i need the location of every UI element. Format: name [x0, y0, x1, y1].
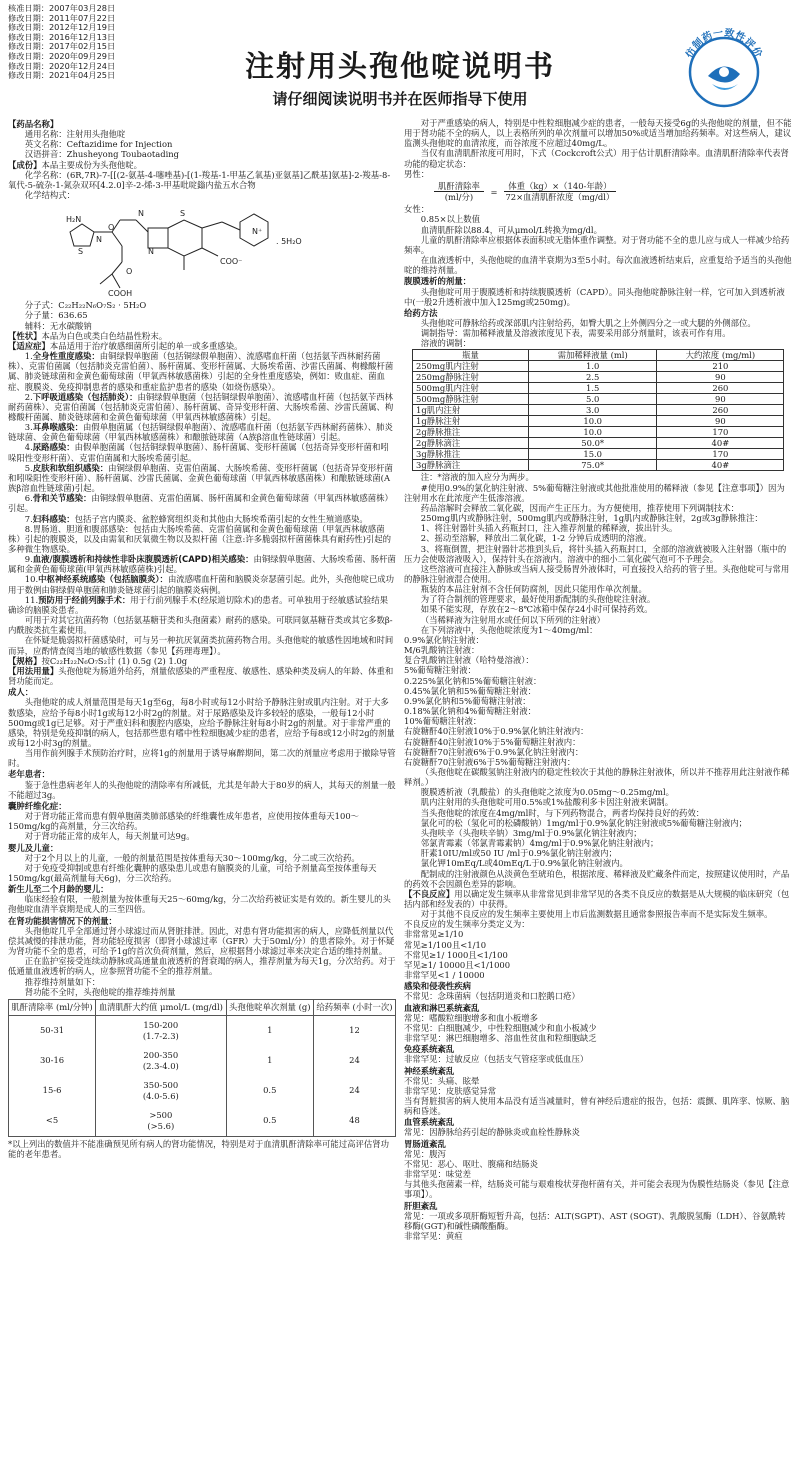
- drug-name-line: 英文名称：Ceftazidime for Injection: [24, 139, 173, 150]
- reconstitution-cell: 10.0: [529, 416, 657, 427]
- compatible-solution: 0.18%氯化钠和4%葡萄糖注射液：: [404, 706, 537, 717]
- elderly-heading: 老年患者：: [8, 769, 50, 780]
- reconstitution-cell: 75.0*: [529, 460, 657, 471]
- indication-heading: 耳鼻喉感染：: [32, 422, 84, 433]
- composition-text: 本品主要成份为头孢他啶。: [41, 159, 142, 170]
- renal-dosage: 推荐维持剂量如下：: [24, 976, 101, 987]
- child-renal-text: 儿童的肌酐清除率应根据体表面积或无脂体重作调整。对于肾功能不全的患儿应与成人一样减少给药频率。: [404, 234, 790, 255]
- reconstitution-cell: 5.0: [529, 394, 657, 405]
- children-dosage: 对于免疫受抑制或患有纤维化囊肿的感染患儿或患有脑膜炎的儿童，可给予剂量高至按体重每天150mg/kg(最高剂量每天6g)，分三次给药。: [8, 862, 377, 883]
- indication-text: 由假单胞菌属（包括铜绿假单胞菌）、肠杆菌属、变形杆菌属（包括奇异变形杆菌和吲哚阳性变形杆菌）、克雷伯菌属和大肠埃希菌引起。: [8, 442, 389, 463]
- renal-table-cell: 24: [349, 1055, 360, 1066]
- revision-line: 修改日期：2011年07月22日: [8, 12, 116, 23]
- formula-rhs-denominator: 72×血清肌酐浓度（mg/dl）: [505, 192, 615, 203]
- reconstitution-note: 1、将注射器针头插入药瓶封口，注入推荐剂量的稀释液，拔出针头。: [420, 523, 678, 534]
- reconstitution-row: [413, 427, 784, 438]
- hydrate-label: . 5H₂O: [276, 237, 302, 247]
- indication-text: 胃肠道、胆道和腹部感染：包括由大肠埃希菌、克雷伯菌属和金黄色葡萄球菌（甲氧西林敏感菌株）引起的腹膜炎，以及由需氧和厌氧微生物以及拟杆菌（注意:许多脆弱拟杆菌菌株具有耐药性)引起的多种微生物感染。: [8, 523, 391, 554]
- chemical-name: 化学名称：(6R,7R)-7-[[(2-氨基-4-噻唑基)-[(1-羧基-1-甲基乙氧基)亚氨基]乙酰基]氨基]-2-羧基-8-氧代-5-硫杂-1-氮杂双环[4.2.0]辛-2-烯-3-甲基吡啶鎓内盐五水合物: [8, 169, 391, 190]
- drug-name-line: 汉语拼音：Zhusheyong Toubaotading: [24, 149, 180, 160]
- adverse-group-item: 当有肾脏损害的病人使用本品没有适当减量时，曾有神经后遗症的报告，包括：震颤、肌阵挛、惊厥、脑病和昏迷。: [404, 1095, 790, 1117]
- reconstitution-cell: 170: [657, 449, 784, 460]
- indication-item: [8, 392, 396, 422]
- svg-text:N: N: [138, 209, 144, 219]
- reconstitution-note: 在下列溶液中，头孢他啶浓度为1～40mg/ml：: [420, 624, 598, 635]
- reconstitution-cell: 250mg静脉注射: [413, 372, 529, 383]
- indication-number: 7.: [24, 513, 33, 524]
- properties: [8, 331, 396, 341]
- reconstitution-cell: 3g静脉推注: [413, 449, 529, 460]
- svg-text:COO⁻: COO⁻: [220, 257, 243, 267]
- reconstitution-cell: 1g静脉注射: [413, 416, 529, 427]
- reconstitution-cell: 210: [657, 361, 784, 372]
- indication-note: 可用于对其它抗菌药物（包括氨基糖苷类和头孢菌素）耐药的感染。可联同氨基糖苷类或其它多数β-内酰胺类抗生素使用。: [8, 615, 393, 636]
- renal-table-cell: 12: [349, 1025, 360, 1036]
- properties-heading: 【性状】: [8, 330, 42, 341]
- indication-heading: 下呼吸道感染（包括肺炎）：: [32, 391, 138, 402]
- formula-line: 分子式：C₂₂H₂₂N₆O₇S₂ · 5H₂O: [24, 300, 147, 311]
- renal-table-cell: 50-31: [9, 1015, 96, 1046]
- indication-heading: 尿路感染：: [32, 442, 75, 453]
- formula-rhs: [504, 181, 615, 202]
- cystic-fibrosis-dosage: 对于肾功能正常的成年人，每天剂量可达9g。: [24, 831, 195, 842]
- composition: [8, 160, 396, 170]
- reconstitution-note: 为了符合制剂的管理要求，最好使用新配制的头孢他啶注射液。: [420, 594, 656, 605]
- page-subtitle: 请仔细阅读说明书并在医师指导下使用: [272, 90, 528, 108]
- compatible-solution: 5%葡萄糖注射液：: [404, 665, 476, 676]
- svg-text:O: O: [108, 223, 115, 233]
- renal-table-cell: 1: [226, 1015, 313, 1046]
- reconstitution-header: 需加稀释液量 (ml): [529, 350, 657, 361]
- frequency-definition: 罕见≥1/ 10000且<1/1000: [404, 959, 511, 970]
- adverse-group-heading: 胃肠道紊乱: [404, 1138, 446, 1149]
- reconstitution-cell: 90: [657, 416, 784, 427]
- administration-text: 头孢他啶可静脉给药或深部肌内注射给药，如臀大肌之上外侧四分之一或大腿的外侧部位。: [420, 317, 756, 328]
- adverse-group-item: 常见：因静脉给药引起的静脉炎或血栓性静脉炎: [404, 1127, 580, 1138]
- administration-text: 调制指导：需加稀释液量及溶液浓度见下表，需要采用部分剂量时，该表可作有用。: [420, 328, 731, 339]
- renal-dosage: 正在监护室接受连续动静脉或高通量血液透析的肾衰竭的病人，推荐剂量为每天1g，分次给药。对于低通量血液透析的病人，应参照肾功能不全的推荐剂量。: [8, 956, 396, 977]
- peritoneal-dialysis-heading: 腹膜透析的剂量：: [404, 276, 471, 287]
- male-label: 男性：: [404, 168, 430, 179]
- reconstitution-cell: 1.0: [529, 361, 657, 372]
- renal-table-cell: 48: [349, 1115, 360, 1126]
- reconstitution-note: 如果不能实现，存放在2～8℃冰箱中保存24小时可保持药效。: [420, 604, 653, 615]
- indications-heading: 【适应症】: [8, 340, 50, 351]
- reconstitution-cell: 170: [657, 427, 784, 438]
- adverse-group-heading: 血液和淋巴系统紊乱: [404, 1002, 480, 1013]
- compatible-solution: 0.45%氯化钠和5%葡萄糖注射液：: [404, 685, 537, 696]
- adverse-reactions-text: 用以确定发生频率从非常常见到非常罕见的各类不良反应的数据是从大规模的临床研究（包括内部和经发表的）中获得。: [404, 888, 790, 909]
- renal-table-cell: 0.5: [226, 1106, 313, 1136]
- svg-text:COOH: COOH: [108, 289, 133, 299]
- formula-rhs-numerator: 体重（kg）×（140-年龄）: [504, 181, 615, 192]
- renal-table-row: [9, 1015, 395, 1046]
- indication-note: 在怀疑是脆弱拟杆菌感染时，可与另一种抗厌氧菌类抗菌药物合用。头孢他啶的敏感性因地域和时间而异，应酌情查阅当地的敏感性数据（参见【药理毒理】）。: [8, 635, 394, 656]
- reconstitution-cell: 40#: [657, 460, 784, 471]
- renal-dosage-table: [9, 1000, 395, 1136]
- female-text: 0.85×以上数值: [420, 214, 480, 225]
- indications-intro: [8, 341, 396, 351]
- solution-note: 腹膜透析液（乳酸盐）的头孢他啶之浓度为0.05mg～0.25mg/ml。: [420, 787, 675, 798]
- adverse-group-item: 不常见：白细胞减少，中性粒细胞减少和血小板减少: [404, 1022, 597, 1033]
- revision-line: 修改日期：2016年12月13日: [8, 31, 116, 42]
- formula-lhs-numerator: 肌酐清除率: [434, 181, 484, 192]
- indication-item: [8, 554, 396, 574]
- molecule-drawing: [8, 202, 388, 298]
- reconstitution-note: 瓶装的本品注射剂不含任何防腐剂，因此只能用作单次剂量。: [420, 584, 647, 595]
- indication-text: 由铜绿假单胞菌（包括铜绿假单胞菌）、流感嗜血杆菌（包括氨苄西林耐药菌株）、克雷伯菌属（包括肺炎克雷伯菌）、肠杆菌属、变形杆菌属、大肠埃希菌、沙雷氏菌属、枸橼酸杆菌属、肺炎链球菌和金黄色葡萄球菌（甲氧西林敏感菌株）引起的全身性重度感染，例如：败血症、菌血症、腹膜炎、免疫抑制患者的感染和重症监护患者的感染（如烧伤感染）。: [8, 351, 394, 392]
- adverse-text: 不良反应的发生频率分类定义为：: [404, 919, 530, 930]
- reconstitution-cell: 15.0: [529, 449, 657, 460]
- reconstitution-header: 瓶量: [413, 350, 529, 361]
- cystic-fibrosis-heading: 囊肿纤维化症：: [8, 800, 67, 811]
- reconstitution-row: [413, 394, 784, 405]
- indication-heading: 骨和关节感染：: [32, 493, 92, 504]
- adult-dosage: 当用作前列腺手术预防治疗时，应将1g的剂量用于诱导麻醉期间，第二次的剂量应考虑用于撤除导管时。: [8, 748, 396, 769]
- revision-line: 修改日期：2020年09月29日: [8, 50, 116, 61]
- formula-line: 辅料：无水碳酸钠: [24, 320, 92, 331]
- indication-number: 4.: [24, 442, 33, 453]
- svg-text:N: N: [148, 247, 154, 257]
- indications-text: 本品适用于治疗敏感细菌所引起的单一或多重感染。: [49, 340, 243, 351]
- adverse-group-heading: 神经系统紊乱: [404, 1065, 455, 1076]
- indication-text: 由铜绿假单胞菌、克雷伯菌属、肠杆菌属和金黄色葡萄球菌（甲氧西林敏感菌株）引起。: [8, 493, 393, 514]
- reconstitution-cell: 2g静脉滴注: [413, 438, 529, 449]
- indication-item: [8, 514, 396, 524]
- newborn-heading: 新生儿至二个月龄的婴儿：: [8, 884, 109, 895]
- adverse-group-item: 非常罕见：淋巴细胞增多、溶血性贫血和粒细胞缺乏: [404, 1033, 597, 1044]
- adult-heading: 成人：: [8, 687, 34, 698]
- renal-table-cell: 200-350 (2.3-4.0): [96, 1046, 226, 1076]
- adverse-reactions: [404, 889, 792, 909]
- frequency-definition: 非常常见≥1/10: [404, 929, 464, 940]
- cockcroft-text: 当仅有血清肌酐浓度可用时，下式（Cockcroft公式）用于估计肌酐清除率。血清肌酐清除率代表肾功能的稳定状态：: [404, 148, 789, 169]
- compatible-solution: 0.9%氯化钠和5%葡萄糖注射液：: [404, 695, 531, 706]
- svg-text:N: N: [96, 235, 102, 245]
- reconstitution-note: 250mg肌内或静脉注射，500mg肌内或静脉注射，1g肌内或静脉注射，2g或3g静脉推注：: [420, 513, 763, 524]
- indication-text: 由铜绿假单胞菌、克雷伯菌属、大肠埃希菌、变形杆菌属（包括奇异变形杆菌和吲哚阳性变形杆菌）、肠杆菌属、沙雷氏菌属、金黄色葡萄球菌（甲氧西林敏感菌株）和酿脓链球菌(A族β溶血性链球菌)引起。: [8, 462, 393, 494]
- indication-number: 10.: [24, 574, 39, 585]
- drug-name-line: 通用名称：注射用头孢他啶: [24, 129, 126, 140]
- compatible-solution: 复合乳酸钠注射液（哈特曼溶液）：: [404, 655, 534, 666]
- solution-note: 配制成的注射液颜色从淡黄色至琥珀色，根据浓度、稀释液及贮藏条件而定，按照建议使用时，产品的药效不会因颜色差异的影响。: [404, 868, 790, 889]
- reconstitution-cell: 90: [657, 394, 784, 405]
- indication-number: 5.: [24, 462, 33, 473]
- indication-item: [8, 595, 396, 615]
- left-column: [8, 118, 396, 1456]
- reconstitution-note: 这些溶液可直接注入静脉或当病人接受肠胃外液体时，可直接投入给药的管子里。头孢他啶可与常用的静脉注射液混合使用。: [404, 563, 790, 584]
- svg-text:S: S: [78, 247, 84, 257]
- properties-text: 本品为白色或类白色结晶性粉末。: [41, 330, 168, 341]
- renal-dosage: 头孢他啶几乎全部通过肾小球滤过而从肾脏排泄。因此，对患有肾功能损害的病人，应降低剂量以代偿其减慢的排泄功能，肾功能轻度损害（即肾小球滤过率（GFR）大于50ml/分）的患者除外。对于怀疑为肾功能不全的患者，可给予1g的首次负荷剂量，然后，应根据肾小球滤过率来决定合适的维持剂量。: [8, 925, 395, 957]
- adverse-group-item: 常见：嗜酸粒细胞增多和血小板增多: [404, 1012, 538, 1023]
- frequency-definition: 常见≥1/100且<1/10: [404, 939, 487, 950]
- reconstitution-cell: 2g静脉推注: [413, 427, 529, 438]
- renal-heading: 在肾功能损害情况下的剂量：: [8, 915, 117, 926]
- adverse-group-item: 常见：一项或多项肝酶短暂升高，包括：ALT(SGPT)、AST (SOGT)、乳酸脱氢酶（LDH）、谷氨酰转移酶(GGT)和碱性磷酸酯酶。: [404, 1210, 786, 1231]
- renal-table-cell: 15-6: [9, 1076, 96, 1106]
- composition-heading: 【成份】: [8, 159, 42, 170]
- compatible-solution: 右旋糖酐40注射液10%于5%葡萄糖注射液内：: [404, 736, 581, 747]
- revision-line: 修改日期：2017年02月15日: [8, 41, 116, 52]
- indication-text: 用于行前列腺手术(经尿道切除术)的患者。可单独用于经敏感试验结果确诊的脑膜炎患者。: [8, 594, 389, 615]
- reconstitution-row: [413, 449, 784, 460]
- reconstitution-cell: 50.0*: [529, 438, 657, 449]
- indication-number: 1.: [24, 351, 33, 362]
- renal-table-row: [9, 1076, 395, 1106]
- reconstitution-cell: 260: [657, 383, 784, 394]
- renal-table-header: 血清肌酐大约值 μmol/L (mg/dl): [96, 1000, 226, 1016]
- indication-number: 3.: [24, 422, 33, 433]
- renal-table-row: [9, 1046, 395, 1076]
- right-column: [404, 118, 792, 1456]
- svg-text:O: O: [126, 267, 133, 277]
- indication-heading: 血液/腹膜透析和持续性非卧床腹膜透析(CAPD)相关感染：: [32, 554, 254, 565]
- reconstitution-cell: 2.5: [529, 372, 657, 383]
- adverse-group-item: 不常见：念珠菌病（包括阴道炎和口腔鹅口疮）: [404, 991, 580, 1002]
- children-heading: 婴儿及儿童：: [8, 842, 59, 853]
- adverse-group-item: 常见：腹泻: [404, 1148, 446, 1159]
- reconstitution-caption: 溶液的调制：: [420, 338, 472, 349]
- indication-item: [8, 574, 396, 594]
- renal-table-row: [9, 1106, 395, 1136]
- reconstitution-cell: 3.0: [529, 405, 657, 416]
- adverse-reactions-heading: 【不良反应】: [404, 888, 455, 899]
- reconstitution-note: 药品溶解时会释放二氧化碳，因而产生正压力。为方便使用，推荐使用下列调制技术：: [420, 502, 740, 513]
- indication-number: 8.: [24, 523, 33, 534]
- structure-label: 化学结构式：: [24, 190, 76, 201]
- reconstitution-note: 3、将瓶倒置，把注射器针芯推到头后，将针头插入药瓶封口，全部的溶液就被吸入注射器（瓶中的压力会使吸溶液吸入），保持针头在溶液内。溶液中的细小二氧化碳气泡可不予理会。: [404, 543, 787, 564]
- formula-line: 分子量：636.65: [24, 310, 88, 321]
- renal-table-cell: 24: [349, 1085, 360, 1096]
- adverse-group-heading: 血管系统紊乱: [404, 1117, 455, 1128]
- renal-table-cell: 30-16: [9, 1046, 96, 1076]
- reconstitution-row: [413, 372, 784, 383]
- reconstitution-note: #使用0.9%的氯化钠注射液、5%葡萄糖注射液或其他批准使用的稀释液（参见【注意事项】）因为注射用水在此浓度产生低渗溶液。: [404, 482, 785, 503]
- adverse-group-item: 不常见：恶心、呕吐、腹痛和结肠炎: [404, 1158, 538, 1169]
- reconstitution-header: 大约浓度 (mg/ml): [657, 350, 784, 361]
- indication-heading: 妇科感染：: [32, 513, 75, 524]
- reconstitution-cell: 10.0: [529, 427, 657, 438]
- formula-equals: =: [487, 186, 501, 197]
- adult-dosage: 头孢他啶的成人剂量范围是每天1g至6g，每8小时或每12小时给予静脉注射或肌内注射。对于大多数感染，应给予每8小时1g或每12小时2g的剂量。对于尿路感染及许多较轻的感染，一般每12小时500mg或1g已足够。对于严重妇科和腹腔内感染，应给予静脉注射每8小时2g的剂量。对于非常严重的感染，特别是免疫抑制的病人，包括那些患有嗜中性粒细胞减少症的患者，应给予每8或12小时2g的剂量或每12小时3g的剂量。: [8, 697, 395, 748]
- svg-text:S: S: [180, 209, 186, 219]
- indication-item: [8, 524, 396, 554]
- solution-note: 邻氯青霉素（邻氯青霉素钠）4mg/ml于0.9%氯化钠注射液内；: [420, 838, 659, 849]
- usage: [8, 666, 396, 686]
- renal-table-cell: 350-500 (4.0-5.6): [96, 1076, 226, 1106]
- renal-table-header: 头孢他啶单次剂量 (g): [226, 1000, 313, 1016]
- revision-line: 修改日期：2021年04月25日: [8, 70, 116, 81]
- specification: [8, 656, 396, 666]
- cockcroft-formula: [404, 181, 792, 202]
- reconstitution-note: （当稀释液为注射用水或任何以下所列的注射液）: [420, 614, 606, 625]
- reconstitution-row: [413, 460, 784, 471]
- indication-text: 由铜绿假单胞菌（包括铜绿假单胞菌）、流感嗜血杆菌（包括氨苄西林耐药菌株）、克雷伯菌属（包括肺炎克雷伯菌）、肠杆菌属、奇异变形杆菌、大肠埃希菌、沙雷氏菌属、枸橼酸杆菌属、肺炎链球菌和金黄色葡萄球菌（甲氧西林敏感菌株）引起。: [8, 391, 394, 422]
- elderly-dosage: 鉴于急性患病老年人的头孢他啶的清除率有所减低，尤其是年龄大于80岁的病人，其每天的剂量一般不能超过3g。: [8, 779, 396, 800]
- indication-item: [8, 351, 396, 392]
- reconstitution-cell: 90: [657, 372, 784, 383]
- specification-heading: 【规格】: [8, 655, 42, 666]
- reconstitution-cell: 260: [657, 405, 784, 416]
- solution-note: 肌内注射用的头孢他啶可用0.5%或1%盐酸利多卡因注射液来调制。: [420, 797, 674, 808]
- reconstitution-row: [413, 438, 784, 449]
- drug-name-heading: 【药品名称】: [8, 119, 59, 129]
- indication-text: 由假单胞菌属（包括铜绿假单胞菌）、流感嗜血杆菌（包括氨苄西林耐药菌株）、肺炎链球菌、金黄色葡萄球菌（甲氧西林敏感菌株）和酿脓链球菌（A族β溶血性链球菌）引起。: [8, 422, 393, 443]
- renal-table-header: 给药频率 (小时一次): [313, 1000, 395, 1016]
- renal-table-cell: <5: [9, 1106, 96, 1136]
- indication-number: 6.: [24, 493, 33, 504]
- compatible-solution: 右旋糖酐70注射液6%于0.9%氯化钠注射液内：: [404, 746, 584, 757]
- indication-text: 由流感嗜血杆菌和脑膜炎奈瑟菌引起。此外，头孢他啶已成功用于数例由铜绿假单胞菌和肺炎链球菌引起的脑膜炎病例。: [8, 574, 395, 595]
- indication-number: 9.: [24, 554, 33, 565]
- renal-table-cell: >500 (>5.6): [96, 1106, 226, 1136]
- solution-note: 氯化可的松（氢化可的松磷酸钠）1mg/ml于0.9%氯化钠注射液或5%葡萄糖注射液内；: [420, 817, 748, 828]
- adverse-group-item: 不常见：头痛、眩晕: [404, 1075, 480, 1086]
- adverse-group-item: 非常罕见：黄疸: [404, 1231, 463, 1241]
- renal-table-caption: 肾功能不全时，头孢他啶的推荐维持剂量: [24, 986, 176, 997]
- indication-number: 2.: [24, 391, 33, 402]
- svg-text:N⁺: N⁺: [252, 227, 263, 237]
- revision-line: 修改日期：2020年12月24日: [8, 60, 116, 71]
- indication-heading: 全身性重度感染：: [32, 351, 100, 362]
- solution-note: 肝素10IU/ml或50 IU /ml于0.9%氯化钠注射液内；: [420, 848, 617, 859]
- reconstitution-cell: 1.5: [529, 383, 657, 394]
- reconstitution-row: [413, 383, 784, 394]
- reconstitution-cell: 500mg静脉注射: [413, 394, 529, 405]
- reconstitution-row: [413, 405, 784, 416]
- frequency-definition: 不常见≥1/ 1000且<1/100: [404, 949, 508, 960]
- frequency-definition: 非常罕见<1 / 10000: [404, 970, 485, 981]
- compatible-solution: M/6乳酸钠注射液：: [404, 645, 480, 656]
- reconstitution-note: 注：*溶液的加入应分为两步。: [420, 472, 534, 483]
- renal-table-cell: 0.5: [226, 1076, 313, 1106]
- reconstitution-cell: 40#: [657, 438, 784, 449]
- usage-text: 头孢他啶为肠道外给药，剂量依感染的严重程度、敏感性、感染种类及病人的年龄、体重和肾功能而定。: [8, 665, 394, 687]
- solution-note: 头孢呋辛（头孢呋辛钠）3mg/ml于0.9%氯化钠注射液内；: [420, 827, 642, 838]
- compatible-solution: 0.9%氯化钠注射液：: [404, 634, 484, 645]
- solution-note: 氯化钾10mEq/L或40mEq/L于0.9%氯化钠注射液内。: [420, 858, 628, 869]
- newborn-dosage: 临床经验有限，一般剂量为按体重每天25～60mg/kg，分二次给药被证实是有效的。新生婴儿的头孢他啶血清半衰期是成人的三至四倍。: [8, 894, 391, 915]
- renal-table-note: *以上列出的数值并不能准确预见所有病人的肾功能情况，特别是对于血清肌酐清除率可能过高评估肾功能的老年患者。: [8, 1138, 390, 1160]
- page-title: 注射用头孢他啶说明书: [244, 49, 555, 83]
- formula-lhs: [434, 181, 484, 202]
- female-label: 女性：: [404, 204, 430, 215]
- reconstitution-note: 2、摇动至溶解，释放出二氧化碳，1-2 分钟后成透明的溶液。: [420, 533, 652, 544]
- cystic-fibrosis-dosage: 对于肾功能正常而患有假单胞菌类肺部感染的纤维囊性成年患者，应使用按体重每天100～150mg/kg的高剂量，分三次给药。: [8, 811, 360, 832]
- adverse-group-item: 非常罕见：皮肤感觉异常: [404, 1085, 497, 1096]
- adverse-group-item: 非常罕见：过敏反应（包括支气管痉挛或低血压）: [404, 1054, 589, 1065]
- indication-text: 包括子宫内膜炎、盆腔蜂窝组织炎和其他由大肠埃希菌引起的女性生殖道感染。: [74, 513, 368, 524]
- dialysis-text: 在血液透析中，头孢他啶的血清半衰期为3至5小时。每次血液透析结束后，应重复给予适当的头孢他啶的维持剂量。: [404, 255, 792, 276]
- children-dosage: 对于2个月以上的儿童，一般的剂量范围是按体重每天30～100mg/kg，分二或三次给药。: [24, 852, 360, 863]
- indication-heading: 预防用于经前列腺手术：: [38, 594, 131, 605]
- solution-note: 当头孢他啶的浓度在4mg/ml时，与下列药物混合，两者均保持良好的药效：: [420, 807, 705, 818]
- compatible-solution: 右旋糖酐40注射液10%于0.9%氯化钠注射液内：: [404, 726, 589, 737]
- svg-text:仿制药一致性评价: 仿制药一致性评价: [684, 27, 764, 61]
- consistency-evaluation-badge: [676, 18, 772, 114]
- renal-table-cell: 150-200 (1.7-2.3): [96, 1015, 226, 1046]
- reconstitution-cell: 250mg肌内注射: [413, 361, 529, 372]
- reconstitution-cell: 500mg肌内注射: [413, 383, 529, 394]
- reconstitution-cell: 1g肌内注射: [413, 405, 529, 416]
- revision-line: 修改日期：2012年12月19日: [8, 22, 116, 33]
- solution-note: （头孢他啶在碳酸氢钠注射液内的稳定性较次于其他的静脉注射液体，所以并不推荐用此注射液作稀释剂。）: [404, 766, 790, 788]
- compatible-solution: 10%葡萄糖注射液：: [404, 716, 482, 727]
- peritoneal-dialysis-text: 头孢他啶可用于腹膜透析和持续腹膜透析（CAPD）。同头孢他啶静脉注射一样，它可加入到透析液中(一般2升透析液中加入125mg或250mg)。: [404, 286, 785, 307]
- adverse-group-heading: 免疫系统紊乱: [404, 1044, 455, 1055]
- adverse-group-item: 非常罕见：味觉差: [404, 1169, 471, 1180]
- reconstitution-cell: 3g静脉滴注: [413, 460, 529, 471]
- adverse-group-heading: 感染和侵袭性疾病: [404, 981, 471, 992]
- conversion-text: 血清肌酐除以88.4，可从μmol/L转换为mg/dl。: [420, 224, 602, 235]
- indication-number: 11.: [24, 594, 39, 605]
- revision-line: 核准日期：2007年03月28日: [8, 3, 116, 13]
- renal-table-cell: 1: [226, 1046, 313, 1076]
- indication-item: [8, 442, 396, 462]
- indication-item: [8, 422, 396, 442]
- indication-heading: 中枢神经系统感染（包括脑膜炎）：: [38, 574, 168, 585]
- indication-item: [8, 463, 396, 493]
- indication-heading: 皮肤和软组织感染：: [32, 462, 109, 473]
- compatible-solution: 右旋糖酐70注射液6%于5%葡萄糖注射液内：: [404, 756, 576, 767]
- reconstitution-row: [413, 416, 784, 427]
- severe-infection-text: 对于严重感染的病人，特别是中性粒细胞减少症的患者，一般每天接受6g的头孢他啶的剂量，但不能用于肾功能不全的病人，以上表格所列的单次剂量可以增加50%或适当增加给药频率。对这些病人，建议监测头孢他啶的血清浓度，而谷浓度不应超过40mg/L。: [404, 118, 792, 149]
- specification-text: 按C₂₂H₂₂N₆O₇S₂计 (1) 0.5g (2) 1.0g: [41, 655, 188, 666]
- compatible-solution: 0.225%氯化钠和5%葡萄糖注射液：: [404, 675, 542, 686]
- svg-text:H₂N: H₂N: [66, 215, 82, 225]
- reconstitution-row: [413, 361, 784, 372]
- renal-table-box: [8, 999, 396, 1137]
- administration-heading: 给药方法: [404, 307, 438, 318]
- formula-lhs-denominator: (ml/分): [444, 192, 474, 203]
- indication-text: 由铜绿假单胞菌、大肠埃希菌、肠杆菌属和金黄色葡萄球菌(甲氧西林敏感菌株)引起。: [8, 554, 396, 575]
- renal-table-header: 肌酐清除率 (ml/分钟): [9, 1000, 96, 1016]
- adverse-group-item: 与其他头孢菌素一样，结肠炎可能与艰难梭状芽孢杆菌有关，并可能会表现为伪膜性结肠炎（参见【注意事项】）。: [404, 1179, 790, 1200]
- indication-item: [8, 493, 396, 513]
- structure-formula: [8, 202, 396, 298]
- usage-heading: 【用法用量】: [8, 665, 59, 676]
- adverse-group-heading: 肝胆紊乱: [404, 1200, 438, 1211]
- adverse-text: 对于其他不良反应的发生频率主要使用上市后监测数据且通常参照报告率而不是实际发生频率。: [420, 909, 773, 920]
- reconstitution-table: [412, 349, 784, 471]
